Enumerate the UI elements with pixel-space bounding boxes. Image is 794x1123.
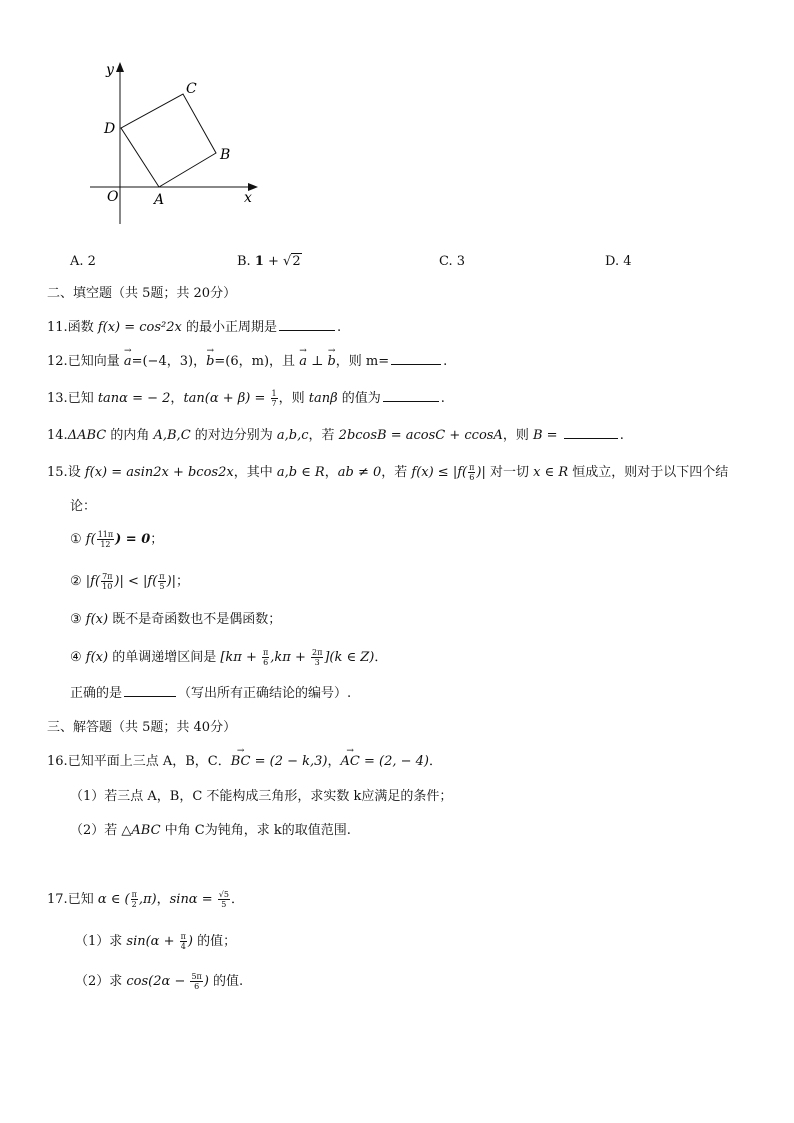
question-15-line-1	[47, 463, 728, 483]
q15-text-a: 设	[67, 465, 85, 480]
q16-vector-bc: → BC	[231, 752, 251, 772]
option-b-prefix: B.	[237, 254, 255, 269]
q13-text-4: 的值为	[337, 391, 381, 406]
question-11	[47, 318, 341, 338]
q17-part-2: （2）求 cos(2α − $\frac{5\pi}{6}$ ) 的值.	[75, 972, 244, 991]
q13-text-2: ，	[170, 391, 184, 406]
label-o: O	[107, 189, 119, 205]
coordinate-figure	[80, 56, 280, 226]
label-c: C	[186, 81, 197, 97]
q14-num: 14.	[47, 428, 68, 443]
q11-text-3: .	[337, 320, 342, 335]
label-a: A	[154, 192, 165, 208]
q13-tan-beta: tanβ	[308, 391, 338, 406]
q15-text-c: ，其中	[233, 465, 277, 480]
q15-domain: a,b ∈ R	[276, 465, 325, 480]
q15-x-in-r: x ∈ R	[533, 465, 569, 480]
option-b: B. 1 + √2	[237, 254, 301, 269]
q14-text-8: ，则	[502, 428, 533, 443]
option-b-op: +	[268, 254, 279, 269]
q15-option-1: ① f( $\frac{11\pi}{12}$ ) = 0；	[70, 530, 164, 549]
q14-sides: a,b,c	[276, 428, 309, 443]
question-16: 16.已知平面上三点 A，B，C．→ BC = (2 − k,3)，→ AC = (2, − 4)．	[47, 752, 442, 772]
q15-fraction: $\frac{\pi}{6}$	[469, 463, 475, 482]
q13-tan-alpha: tanα = − 2	[97, 391, 171, 406]
q12-text-2: =(−4，3)，	[131, 354, 207, 369]
q12-vector-a: → a	[124, 352, 132, 372]
q16-part-2: （2）若 △ABC 中角 C为钝角，求 k的取值范围.	[70, 823, 351, 838]
q11-text-2: 的最小正周期是	[181, 320, 278, 335]
question-17: 17.已知 α ∈ ( $\frac{\pi}{2}$ ,π)，sinα = $\frac{√5}{5}$ ．	[47, 890, 244, 909]
q13-fraction: $\frac{1}{7}$	[271, 389, 277, 408]
q11-formula: f(x) = cos²2x	[97, 320, 182, 335]
q15-text-g: ，若	[381, 465, 412, 480]
option-b-sqrt: 2	[292, 254, 301, 269]
q12-text-3: =(6，m)，且	[214, 354, 300, 369]
y-axis-arrow	[116, 62, 124, 72]
q14-text-6: ，若	[308, 428, 339, 443]
q12-vector-b-2: → b	[327, 352, 335, 372]
q15-answer-line: 正确的是 （写出所有正确结论的编号）.	[70, 686, 352, 701]
q14-triangle: ΔABC	[67, 428, 107, 443]
q14-angles: A,B,C	[153, 428, 191, 443]
q12-num: 12.	[47, 354, 68, 369]
label-d: D	[104, 121, 116, 137]
q13-tan-sum: tan(α + β) =	[183, 391, 270, 406]
q11-num: 11.	[47, 320, 68, 335]
q13-answer-blank[interactable]	[383, 389, 439, 402]
option-c: C. 3	[439, 254, 466, 269]
q15-option-2: ② |f( $\frac{7\pi}{10}$ )| < |f( $\frac{\pi}{5}$ )|；	[70, 572, 190, 591]
label-x: x	[244, 190, 252, 206]
q16-vector-ac: → AC	[341, 752, 360, 772]
question-15-line-2: 论：	[70, 499, 97, 514]
q15-function: f(x) = asin2x + bcos2x	[84, 465, 234, 480]
square-abcd	[121, 94, 216, 187]
q16-part-1: （1）若三点 A，B，C 不能构成三角形，求实数 k应满足的条件；	[70, 789, 453, 804]
question-14	[47, 426, 624, 446]
q14-equation: 2bcosB = acosC + ccosA	[338, 428, 503, 443]
q12-perp: ⊥	[306, 354, 328, 369]
q14-text-10: .	[619, 428, 624, 443]
q15-text-l: 恒成立，则对于以下四个结	[568, 465, 729, 480]
q12-text-5: .	[443, 354, 448, 369]
q15-ineq: f(x) ≤ |f(	[411, 465, 468, 480]
section-2-title: 二、填空题（共 5题；共 20分）	[47, 286, 237, 301]
q13-text-5: .	[440, 391, 445, 406]
q11-text-1: 函数	[67, 320, 98, 335]
q14-b-equals: B =	[532, 428, 562, 443]
q14-text-2: 的内角	[106, 428, 154, 443]
q12-answer-blank[interactable]	[391, 352, 441, 365]
q15-text-e: ，	[324, 465, 338, 480]
option-a: A. 2	[70, 254, 96, 269]
q12-text-1: 已知向量	[67, 354, 124, 369]
q11-answer-blank[interactable]	[279, 318, 335, 331]
q13-num: 13.	[47, 391, 68, 406]
question-12	[47, 352, 447, 372]
q14-text-4: 的对边分别为	[190, 428, 277, 443]
q15-ineq-close: )|	[476, 465, 486, 480]
q13-text-3: ，则	[278, 391, 309, 406]
q15-text-j: 对一切	[485, 465, 534, 480]
q17-part-1: （1）求 sin(α + $\frac{\pi}{4}$ ) 的值；	[75, 932, 237, 951]
q12-vector-b: → b	[206, 352, 214, 372]
q15-option-3: ③ f(x) 既不是奇函数也不是偶函数；	[70, 612, 282, 627]
q15-num: 15.	[47, 465, 68, 480]
q15-answer-blank[interactable]	[124, 684, 176, 697]
q15-nonzero: ab ≠ 0	[337, 465, 382, 480]
q12-vector-a-2: → a	[299, 352, 307, 372]
label-y: y	[106, 62, 114, 78]
q14-answer-blank[interactable]	[564, 426, 618, 439]
option-d: D. 4	[605, 254, 632, 269]
q12-text-4: ，则 m=	[335, 354, 390, 369]
q13-text-1: 已知	[67, 391, 98, 406]
label-b: B	[220, 147, 231, 163]
q15-option-4: ④ f(x) 的单调递增区间是 [kπ + $\frac{\pi}{6}$ ,kπ + $\frac{2\pi}{3}$ ](k ∈ Z)．	[70, 648, 388, 667]
section-3-title: 三、解答题（共 5题；共 40分）	[47, 720, 237, 735]
question-13	[47, 389, 445, 409]
option-b-a: 1	[254, 254, 264, 269]
